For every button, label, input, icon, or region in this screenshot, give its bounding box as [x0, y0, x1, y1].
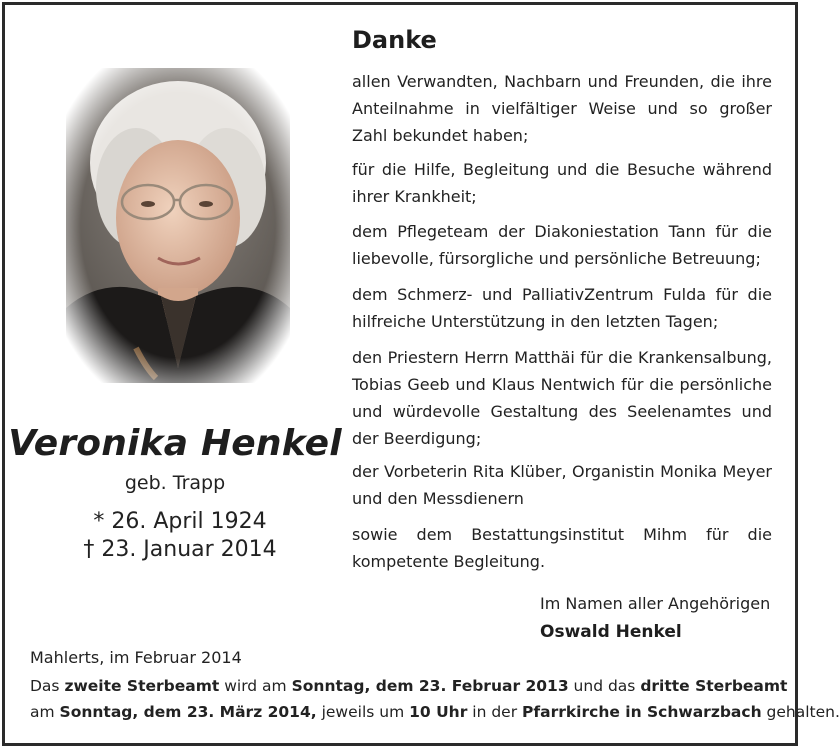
- birth-date: * 26. April 1924: [93, 509, 267, 534]
- notice-emphasis: 10 Uhr: [409, 703, 468, 721]
- service-notice-line-1: [30, 677, 788, 695]
- signer-name: Oswald Henkel: [540, 622, 682, 642]
- thanks-paragraph: den Priestern Herrn Matthäi für die Krankensalbung, Tobias Geeb und Klaus Nentwich für die persönliche und würdevolle Gestaltung des Seelenamtes und der Beerdigung;: [352, 348, 772, 448]
- notice-emphasis: Sonntag, dem 23. Februar 2013: [291, 677, 569, 695]
- portrait-photo: [66, 68, 290, 383]
- death-date: † 23. Januar 2014: [83, 537, 277, 562]
- notice-emphasis: zweite Sterbeamt: [64, 677, 220, 695]
- deceased-name: Veronika Henkel: [8, 423, 342, 464]
- thanks-paragraph: für die Hilfe, Begleitung und die Besuche während ihrer Krankheit;: [352, 160, 772, 206]
- notice-text: gehalten.: [761, 703, 840, 721]
- maiden-name: geb. Trapp: [124, 472, 226, 494]
- thanks-paragraph: allen Verwandten, Nachbarn und Freunden, die ihre Anteilnahme in vielfältiger Weise und so großer Zahl bekundet haben;: [352, 72, 772, 145]
- notice-text: am: [30, 703, 60, 721]
- thanks-paragraph: sowie dem Bestattungsinstitut Mihm für die kompetente Begleitung.: [352, 525, 772, 571]
- notice-emphasis: dritte Sterbeamt: [640, 677, 788, 695]
- place-date: Mahlerts, im Februar 2014: [30, 648, 242, 667]
- thanks-paragraph: dem Pflegeteam der Diakoniestation Tann für die liebevolle, fürsorgliche und persönliche Betreuung;: [352, 222, 772, 268]
- notice-text: wird am: [219, 677, 292, 695]
- thanks-paragraph: der Vorbeterin Rita Klüber, Organistin Monika Meyer und den Messdienern: [352, 462, 772, 508]
- notice-text: und das: [568, 677, 641, 695]
- notice-emphasis: Sonntag, dem 23. März 2014,: [59, 703, 317, 721]
- service-notice-line-2: [30, 703, 840, 721]
- notice-emphasis: Pfarrkirche in Schwarzbach: [522, 703, 762, 721]
- thanks-heading: Danke: [352, 26, 437, 54]
- thanks-paragraph: dem Schmerz- und PalliativZentrum Fulda für die hilfreiche Unterstützung in den letzten Tagen;: [352, 285, 772, 331]
- signoff-text: Im Namen aller Angehörigen: [540, 594, 771, 613]
- notice-text: Das: [30, 677, 65, 695]
- notice-text: in der: [467, 703, 523, 721]
- notice-text: jeweils um: [316, 703, 410, 721]
